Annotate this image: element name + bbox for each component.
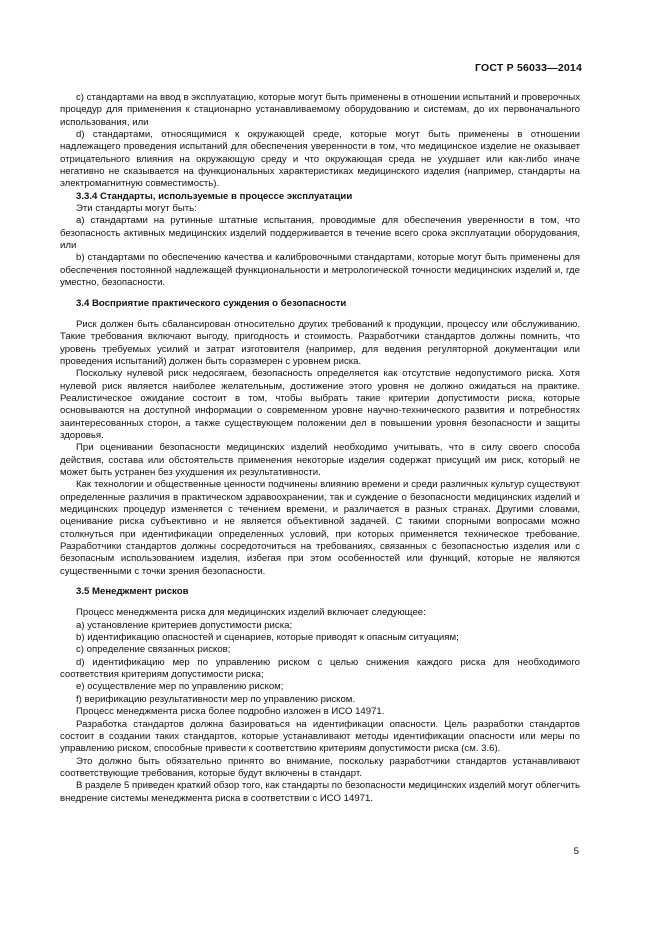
- paragraph: b) стандартами по обеспечению качества и калибровочными стандартами, которые могут быть применены для обеспечения постоянной надлежащей функциональности и метрологической точности медицинских изделий и, где уместно, безопасности.: [60, 252, 580, 289]
- section-heading-3-5: 3.5 Менеджмент рисков: [76, 586, 189, 598]
- paragraph: Как технологии и общественные ценности подчинены влиянию времени и среди различных культур существуют определенные различия в практическом здравоохранении, так и суждение о безопасности медицинских изделий и медицинских процедур изменяется с течением времени, и различается в разных странах. Другими словами, оценивание риска субъективно и не является объективной задачей. С такими спорными вопросами можно столкнуться при идентификации определенных условий, при которых применяется техническое требование. Разработчики стандартов должны сосредоточиться на требованиях, связанных с безопасностью изделия или с безопасным использованием изделия, избегая при этом особенностей или функций, которые не являются существенными с точки зрения безопасности.: [60, 479, 580, 577]
- paragraph: Процесс менеджмента риска более подробно изложен в ИСО 14971.: [76, 706, 385, 718]
- document-body: [60, 92, 580, 805]
- list-item: c) определение связанных рисков;: [76, 644, 231, 656]
- paragraph: с) стандартами на ввод в эксплуатацию, которые могут быть применены в отношении испытаний и проверочных процедур для применения к стационарно устанавливаемому оборудованию и системам, до их первоначального использования, или: [60, 92, 580, 128]
- list-item: b) идентификацию опасностей и сценариев, которые приводят к опасным ситуациям;: [76, 632, 459, 644]
- paragraph: Эти стандарты могут быть:: [76, 203, 197, 215]
- list-item: a) установление критериев допустимости риска;: [76, 619, 293, 631]
- paragraph: При оценивании безопасности медицинских изделий необходимо учитывать, что в силу своего способа действия, состава или обстоятельств применения некоторые изделия содержат присущий им риск, который не может быть устранен без ухудшения их результативности.: [60, 442, 580, 478]
- paragraph: d) стандартами, относящимися к окружающей среде, которые могут быть применены в отношении надлежащего проведения испытаний для обеспечения уверенности в том, что медицинское изделие не оказывает отрицательного влияния на окружающую среду и что окружающая среда не ухудшает или как-либо иначе негативно не сказывается на функциональных характеристиках медицинского изделия (например, стандарты на электромагнитную совместимость).: [60, 129, 580, 190]
- paragraph: a) стандартами на рутинные штатные испытания, проводимые для обеспечения уверенности в том, что безопасность активных медицинских изделий поддерживается в течение всего срока эксплуатации оборудования, или: [60, 215, 580, 252]
- paragraph: Процесс менеджмента риска для медицинских изделий включает следующее:: [76, 607, 426, 619]
- page-number: 5: [573, 846, 579, 857]
- paragraph: Поскольку нулевой риск недосягаем, безопасность определяется как отсутствие недопустимого риска. Хотя нулевой риск является наиболее желательным, достижение этого уровня не должно ожидаться на практике. Реалистическое ожидание состоит в том, чтобы выбрать такие критерии допустимости риска, которые основываются на доступной информации о современном уровне научно-технического развития и потребностях заинтересованных сторон, а также существующем положении дел в повышении уровня безопасности и защиты здоровья.: [60, 368, 580, 441]
- paragraph: Это должно быть обязательно принято во внимание, поскольку разработчики стандартов устанавливают соответствующие требования, которые будут включены в стандарт.: [60, 755, 580, 779]
- list-item: f) верификацию результативности мер по управлению риском.: [76, 693, 356, 705]
- section-heading-3-4: 3.4 Восприятие практического суждения о безопасности: [76, 297, 347, 309]
- list-item: e) осуществление мер по управлению риском;: [76, 681, 284, 693]
- paragraph: В разделе 5 приведен краткий обзор того, как стандарты по безопасности медицинских изделий могут облегчить внедрение системы менеджмента риска в соответствии с ИСО 14971.: [60, 780, 580, 804]
- list-item: d) идентификацию мер по управлению риском с целью снижения каждого риска для необходимого соответствия критериям допустимости риска;: [60, 656, 580, 681]
- section-heading-3-3-4: 3.3.4 Стандарты, используемые в процессе эксплуатации: [76, 190, 353, 202]
- paragraph: Разработка стандартов должна базироваться на идентификации опасности. Цель разработки стандартов состоит в создании таких стандартов, которые устанавливают методы идентификации опасности или меры по управлению риском, способные привести к соответствию критериям допустимости риска (см. 3.6).: [60, 718, 580, 755]
- document-id: ГОСТ Р 56033—2014: [474, 62, 582, 74]
- paragraph: Риск должен быть сбалансирован относительно других требований к продукции, процессу или обслуживанию. Такие требования включают выгоду, пригодность и стоимость. Разработчики стандартов должны помнить, что уровень требуемых усилий и затрат изготовителя (например, для ведения регуляторной документации или проведения испытаний) должен быть соразмерен с уровнем риска.: [60, 318, 580, 367]
